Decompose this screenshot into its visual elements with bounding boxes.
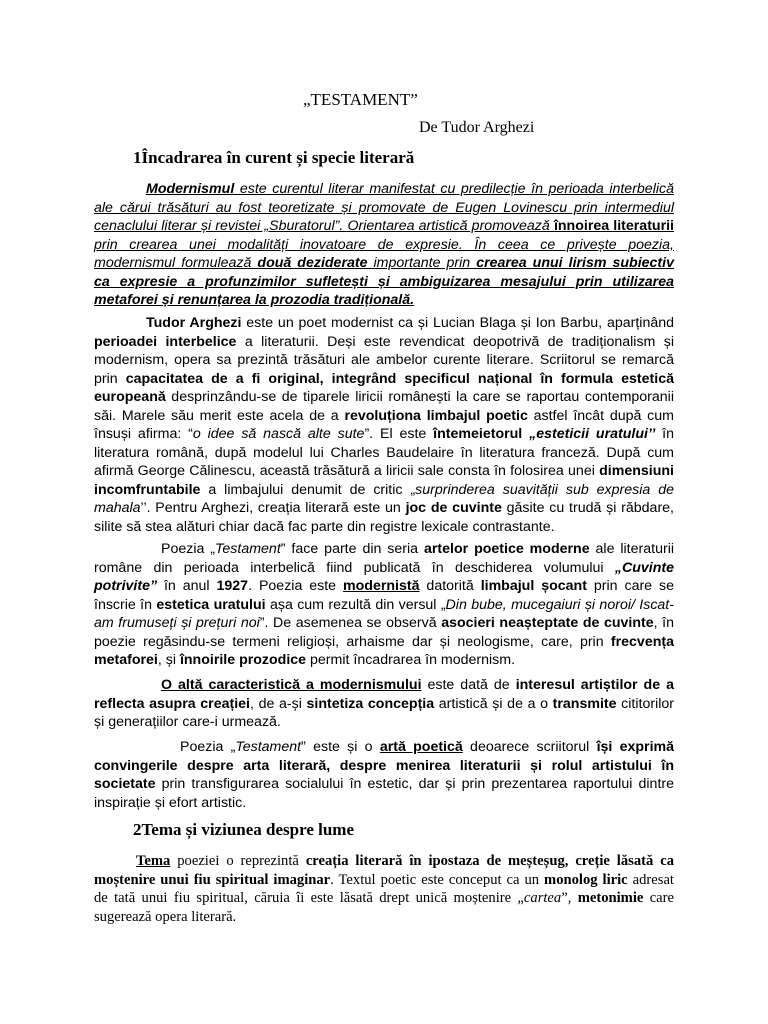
text-span: așa cum rezultă din versul „	[265, 596, 446, 613]
text-span: care sugerează opera literară.	[94, 890, 674, 925]
text-span: prin transfigurarea socialului în estetic, dar și prin prezentarea raportului dintre inspirație și efort artistic.	[94, 776, 674, 811]
text-span: ”,	[561, 890, 578, 906]
bold-span: Tudor Arghezi	[146, 315, 242, 331]
text-span: ”. De asemenea se observă	[259, 615, 442, 631]
text-span: ” face parte din seria	[280, 541, 424, 557]
text-span: a limbajului denumit de critic „	[200, 481, 416, 498]
bold-span: limbajul șocant	[480, 578, 587, 594]
bold-span: joc de cuvinte	[405, 500, 502, 516]
bold-span: perioadei interbelice	[94, 333, 237, 350]
text-span: datorită	[419, 578, 481, 594]
bold-span: revoluționa limbajul poetic	[344, 407, 528, 424]
bold-underline-span: Tema	[136, 853, 171, 869]
bold-span: creația literară în ipostaza de meșteșug, creție lăsată ca moștenire unui fiu spiritual imaginar	[94, 853, 675, 888]
text-span: astfel încât după cum însuși afirma: “	[94, 407, 674, 442]
paragraph-testament-arta-poetica	[94, 540, 674, 670]
paragraph-arta-poetica	[94, 738, 674, 812]
text-span: , în poezie regăsindu-se termeni religioși, arhaisme dar și neologisme, care, prin	[94, 615, 674, 650]
bold-span: estetica uratului	[156, 596, 266, 613]
text-span: , de a-și	[249, 695, 307, 712]
italic-span: Testament	[235, 739, 302, 755]
text-span: a literaturii. Deși este revendicat deopotrivă de tradiționalism și modernism, opera sa prezintă trăsături ale ambelor curente literare. Scriitorul se remarcă prin	[94, 333, 675, 387]
text-span: artistică și de a o	[434, 695, 553, 712]
bold-underline-span: artă poetică	[379, 739, 463, 755]
bold-span: dimensiuni incomfruntabile	[94, 463, 674, 498]
bold-span: sintetiza concepția	[306, 695, 435, 712]
author-line: De Tudor Arghezi	[419, 119, 535, 136]
text-span: desprinzându-se de tiparele liricii românești la care se raportau contemporanii săi. Marele său merit este acela de a	[94, 389, 674, 424]
italic-span: cartea	[523, 890, 562, 906]
bold-span: două deziderate	[257, 255, 368, 271]
text-span: în anul	[157, 578, 217, 594]
text-span: este un poet modernist ca și Lucian Blaga și Ion Barbu, aparținând	[241, 315, 675, 331]
bold-span: interesul artiștilor de a reflecta asupra creației	[94, 677, 674, 712]
bold-span: asocieri neașteptate de cuvinte	[441, 615, 654, 631]
italic-span: o idee să nască alte sute	[192, 426, 365, 442]
italic-span: surprinderea suavității sub expresia de mahala	[94, 481, 674, 516]
text-span: poeziei o reprezintă	[170, 853, 306, 869]
document-title: „TESTAMENT”	[303, 90, 418, 109]
bold-underline-span: modernistă	[343, 578, 420, 594]
paragraph-caracteristica	[94, 676, 674, 732]
bold-span: transmite	[552, 695, 617, 712]
bold-span: crearea unui lirism subiectiv ca expresie a profunzimilor sufletești și ambiguizarea mesajului prin utilizarea metaforei și renunțarea la prozodia tradițională.	[94, 255, 674, 308]
text-span: ale literaturii române din perioada interbelică fiind publicată în deschiderea volumului	[94, 541, 674, 576]
bold-span: monolog liric	[544, 871, 628, 888]
italic-span: Din bube, mucegaiuri și noroi/ Iscat-am frumuseți și prețuri noi	[94, 596, 674, 631]
section-heading-2: 2Tema și viziunea despre lume	[133, 820, 355, 839]
bold-span: înnoirea literaturii	[553, 218, 674, 234]
bold-span: 1927	[216, 578, 249, 594]
text-span: adresat de tată unui fiu spiritual, căruia îi este lăsată drept unică moștenire „	[94, 871, 674, 906]
text-span: Poezia „	[180, 739, 236, 755]
bold-span: își exprimă convingerile despre arta literară, despre menirea literaturii și rolul artistului în societate	[94, 739, 675, 792]
text-span: ’’. Pentru Arghezi, creația literară este un	[140, 500, 406, 516]
text-span: este curentul literar manifestat cu predilecție în perioada interbelică ale cărui trăsături au fost teoretizate și promovate de Eugen Lovinescu prin intermediul cenaclului literar și revistei „Sburatorul”. Orientarea artistică promovează	[94, 181, 674, 234]
bold-italic-span: „Cuvinte potrivite”	[94, 559, 674, 594]
text-span: cititorilor și generațiilor care-i urmează.	[94, 695, 675, 730]
term-modernismul: Modernismul	[146, 181, 235, 197]
text-span: , și	[157, 652, 180, 668]
text-span: ” este și o	[301, 739, 380, 755]
bold-span: artelor poetice moderne	[423, 541, 590, 557]
bold-italic-span: „esteticii uratului’’	[529, 426, 656, 442]
text-span: . Textul poetic este conceput ca un	[330, 871, 545, 888]
text-span: Poezia „	[161, 541, 216, 557]
text-span: ”. El este	[364, 426, 434, 442]
text-span: găsite cu trudă și răbdare, silite să stea alături chiar dacă fac parte din registre lexicale contrastante.	[94, 500, 675, 535]
text-span: prin crearea unei modalități inovatoare de expresie. În ceea ce privește poezia, modernismul formulează	[94, 236, 674, 271]
bold-span: frecvența metaforei	[94, 633, 674, 668]
paragraph-tema	[94, 852, 674, 926]
section-heading-1: 1Încadrarea în curent și specie literară	[133, 148, 415, 167]
text-span: în literatura română, după modelul lui Charles Baudelaire în literatura franceză. După cum afirmă George Călinescu, această trăsătură a liricii sale consta în folosirea unei	[94, 426, 674, 479]
paragraph-modernism	[94, 180, 674, 310]
paragraph-arghezi	[94, 314, 674, 536]
bold-span: înnoirile prozodice	[179, 652, 307, 668]
text-span: deoarece scriitorul	[462, 739, 597, 755]
bold-span: metonimie	[577, 890, 644, 906]
bold-underline-span: O altă caracteristică a modernismului	[161, 677, 422, 693]
text-span: permit încadrarea în modernism.	[306, 652, 516, 668]
text-span: prin care se înscrie în	[94, 578, 674, 613]
text-span: este dată de	[421, 677, 516, 693]
bold-span: întemeietorul	[433, 426, 523, 442]
italic-span: Testament	[215, 541, 281, 557]
bold-span: capacitatea de a fi original, integrând specificul național în formula estetică europeană	[94, 370, 674, 405]
text-span: . Poezia este	[248, 578, 344, 594]
text-span: importante prin	[367, 255, 477, 271]
